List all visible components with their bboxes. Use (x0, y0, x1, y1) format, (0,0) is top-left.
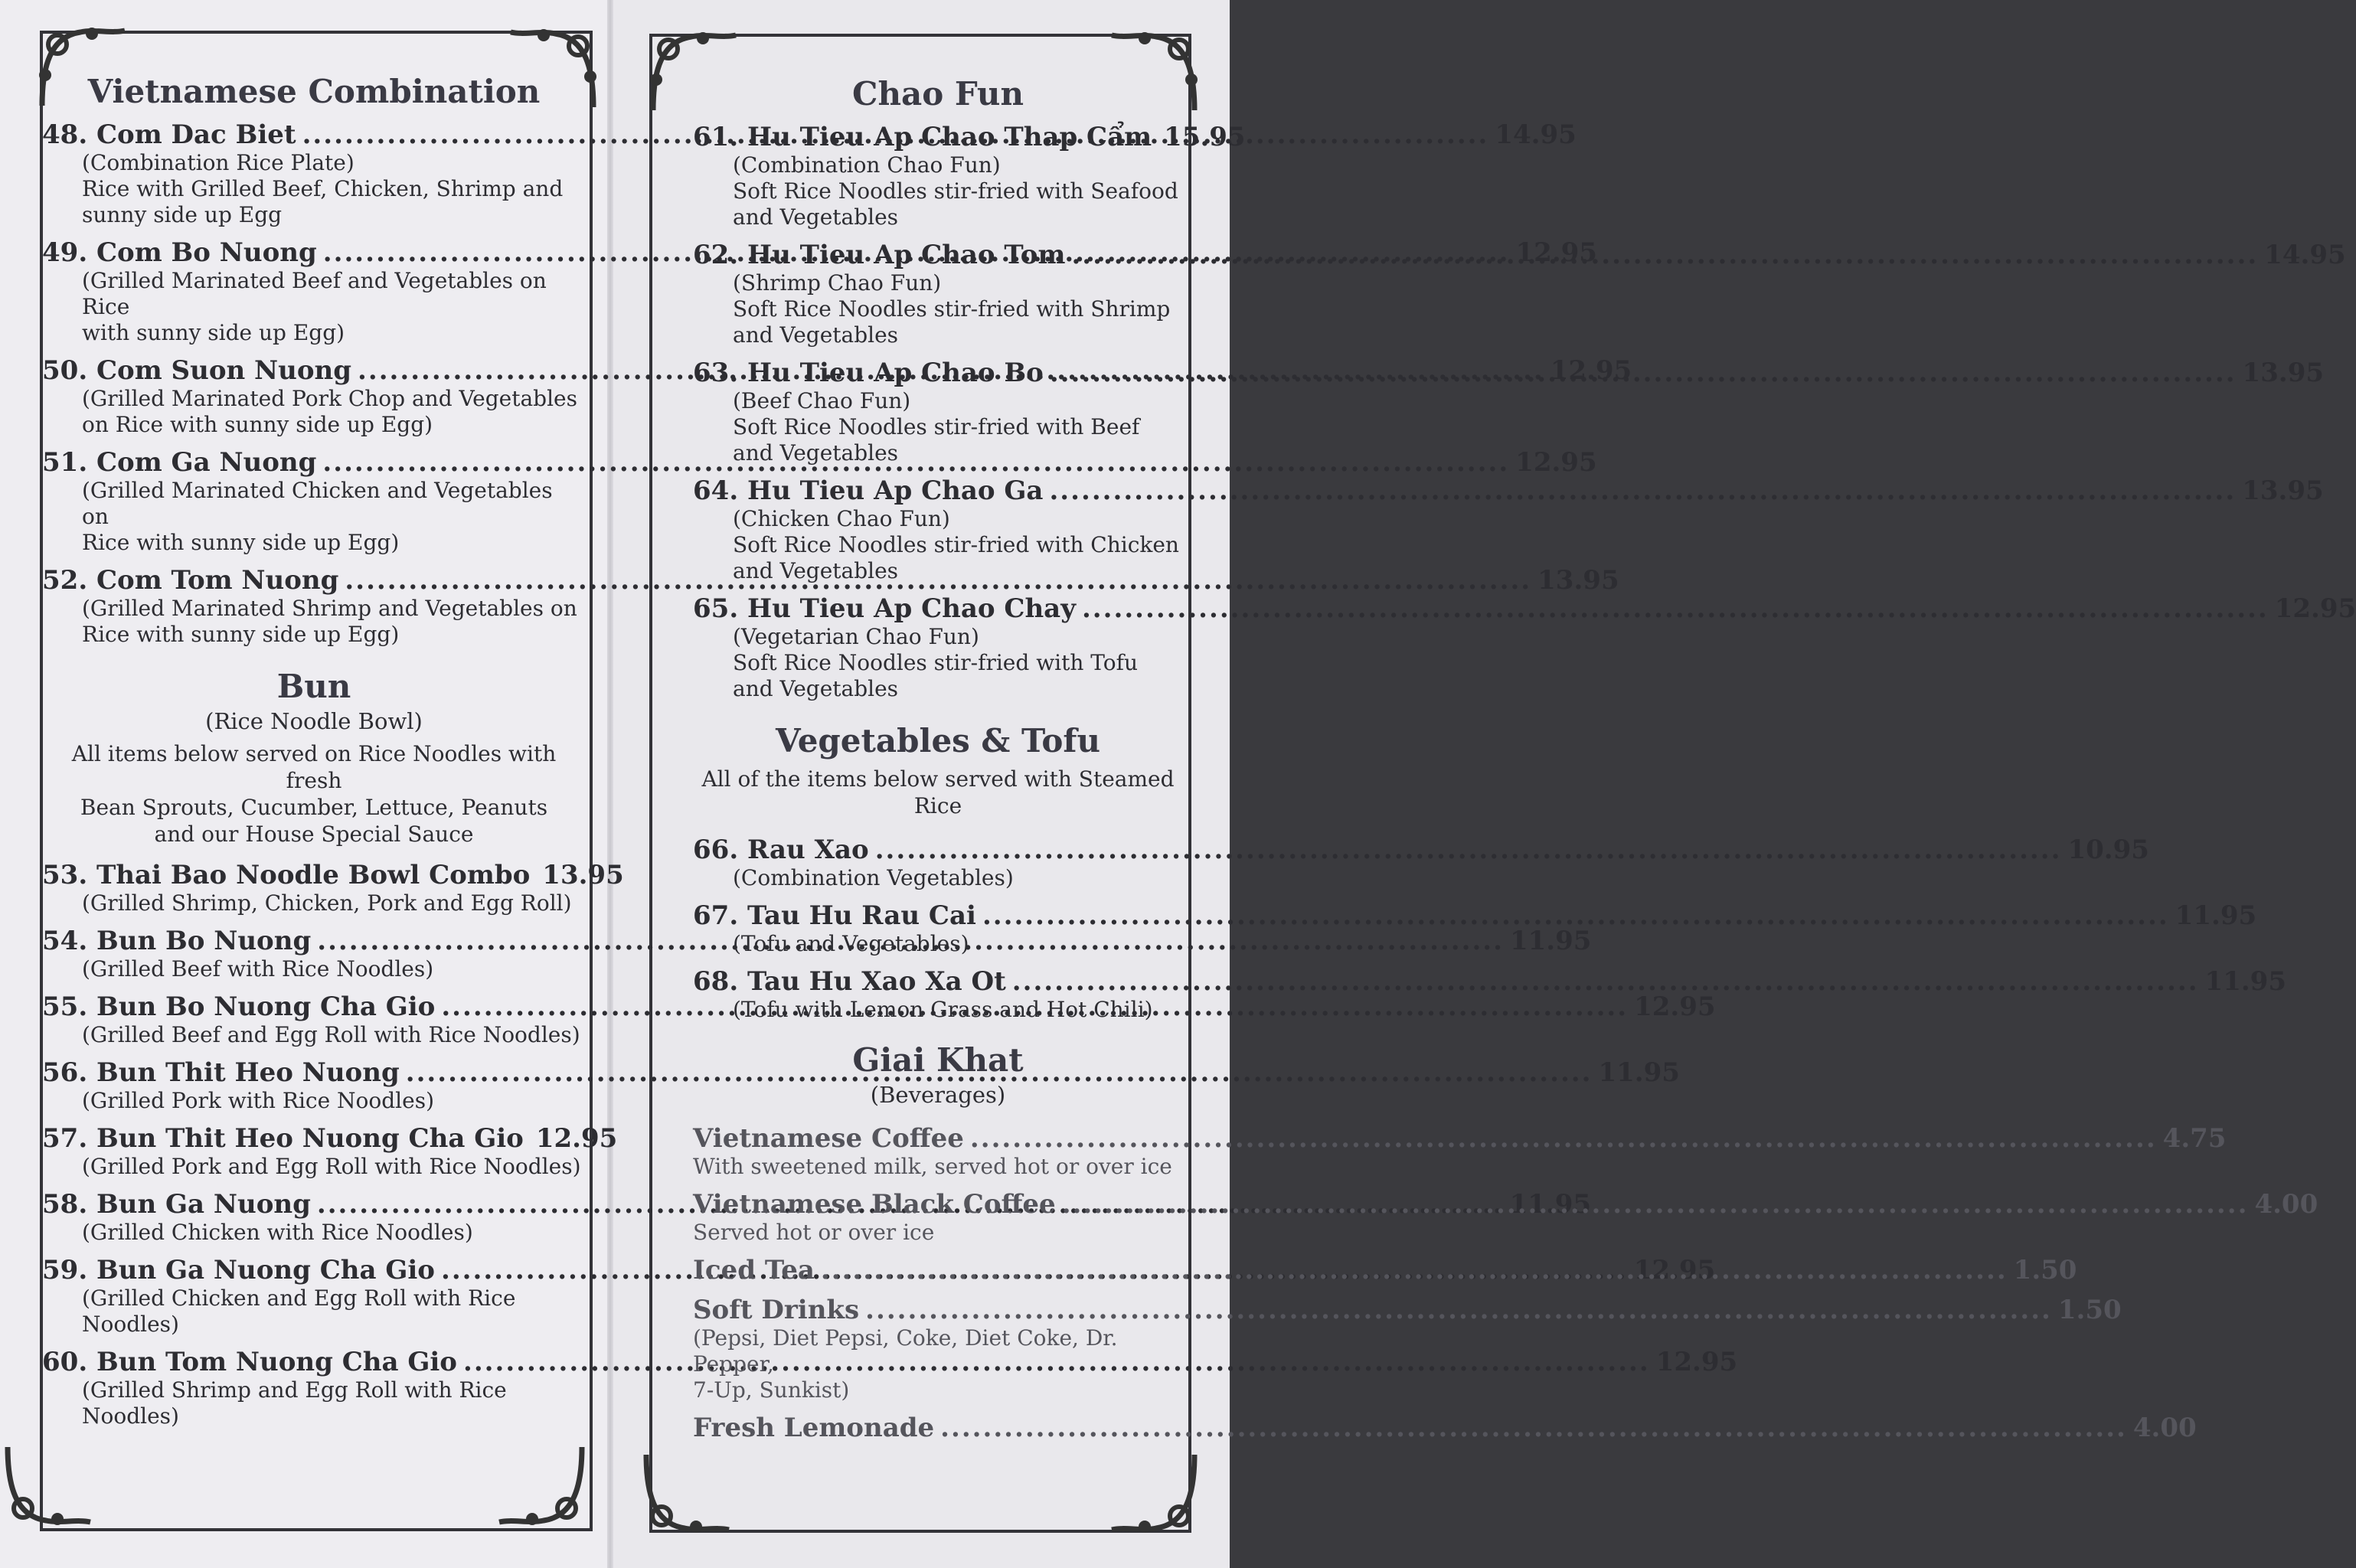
menu-item-name: Fresh Lemonade (693, 1413, 935, 1443)
description-line: Soft Rice Noodles stir-fried with Seafood (733, 178, 1178, 204)
description-line: and Vegetables (733, 322, 899, 348)
note-line: All items below served on Rice Noodles with fresh (71, 741, 557, 793)
menu-item-name: 52. Com Tom Nuong (42, 565, 339, 596)
description-line: with sunny side up Egg) (82, 320, 345, 345)
description-line: (Tofu with Lemon Grass and Hot Chili) (733, 997, 1153, 1022)
menu-item-price: 12.95 (2274, 593, 2356, 624)
description-line: (Grilled Marinated Beef and Vegetables on Rice (82, 268, 547, 319)
description-line: (Grilled Marinated Pork Chop and Vegetables (82, 386, 577, 411)
menu-item-header (693, 593, 2356, 624)
menu-item-header (693, 1295, 2122, 1325)
menu-item-header (693, 1123, 2227, 1154)
menu-item-price: 13.95 (2242, 358, 2325, 388)
menu-item-price: 14.95 (1495, 119, 1577, 150)
description-line: Noodles) (82, 1312, 179, 1337)
menu-item-price: 12.95 (1515, 237, 1597, 268)
menu-item-description (42, 1088, 586, 1114)
description-line: (Vegetarian Chao Fun) (733, 624, 979, 649)
corner-ornament-icon (1103, 1447, 1202, 1539)
menu-item-description (693, 931, 1183, 957)
menu-item-price: 4.00 (2132, 1413, 2197, 1443)
description-line: Rice with sunny side up Egg) (82, 622, 400, 647)
menu-item (693, 900, 2257, 957)
menu-item-price: 11.95 (1509, 926, 1592, 956)
description-line: (Grilled Beef and Egg Roll with Rice Noodles) (82, 1022, 580, 1047)
description-line: (Grilled Beef with Rice Noodles) (82, 956, 434, 982)
description-line: sunny side up Egg (82, 202, 283, 227)
menu-item-header (693, 1413, 2197, 1443)
description-line: Noodles) (82, 1403, 179, 1429)
note-line: and our House Special Sauce (154, 822, 474, 847)
menu-item-header (693, 475, 2324, 506)
menu-item-price: 4.00 (2254, 1189, 2318, 1220)
menu-item-name: 48. Com Dac Biet (42, 119, 296, 150)
menu-item-price: 4.75 (2162, 1123, 2227, 1154)
dot-leader (1049, 475, 2236, 506)
menu-item-name: 61. Hu Tieu Ap Chao Thap Cẩm (693, 122, 1152, 152)
description-line: (Grilled Pork with Rice Noodles) (82, 1088, 435, 1113)
menu-item-price: 13.95 (1537, 565, 1619, 596)
description-line: (Shrimp Chao Fun) (733, 270, 942, 296)
description-line: (Grilled Marinated Chicken and Vegetables on (82, 478, 553, 529)
menu-item-name: 66. Rau Xao (693, 835, 869, 865)
description-line: (Grilled Shrimp, Chicken, Pork and Egg Roll) (82, 890, 572, 916)
menu-item-price: 12.95 (1655, 1347, 1738, 1377)
menu-item-description (42, 150, 586, 228)
right-column (693, 75, 2356, 1443)
dot-leader (982, 900, 2169, 931)
description-line: Soft Rice Noodles stir-fried with Chicken (733, 532, 1179, 557)
section-title: Giai Khat (852, 1041, 1024, 1079)
menu-item-name: Vietnamese Coffee (693, 1123, 964, 1154)
menu-item-price: 14.95 (2264, 240, 2346, 270)
menu-item-name: 68. Tau Hu Xao Xa Ot (693, 966, 1006, 997)
dot-leader (1050, 358, 2237, 388)
menu-item-price: 11.95 (2175, 900, 2257, 931)
description-line: Soft Rice Noodles stir-fried with Shrimp (733, 296, 1171, 322)
description-line: Soft Rice Noodles stir-fried with Beef (733, 414, 1140, 439)
corner-ornament-icon (490, 1439, 590, 1531)
menu-item-description (42, 956, 586, 982)
menu-item-price: 12.95 (1633, 1255, 1716, 1285)
description-line: With sweetened milk, served hot or over ice (693, 1154, 1172, 1179)
corner-ornament-icon (639, 1447, 738, 1539)
menu-item-description (693, 506, 1183, 584)
menu-item-price: 15.95 (1164, 122, 1246, 152)
description-line: (Pepsi, Diet Pepsi, Coke, Diet Coke, Dr. Pepper, (693, 1325, 1118, 1377)
menu-item-name: Vietnamese Black Coffee (693, 1189, 1056, 1220)
menu-item (42, 1123, 618, 1180)
menu-item-name: 54. Bun Bo Nuong (42, 926, 312, 956)
menu-item (693, 1413, 2197, 1443)
menu-item-name: 51. Com Ga Nuong (42, 447, 317, 478)
menu-item-description (42, 1285, 586, 1338)
page-fold (607, 0, 613, 1568)
menu-item-description (42, 890, 586, 916)
dot-leader (865, 1295, 2052, 1325)
menu-item-name: 55. Bun Bo Nuong Cha Gio (42, 991, 436, 1022)
menu-item-header (42, 860, 624, 890)
section-title: Bun (276, 668, 351, 705)
menu-item-header (693, 835, 2149, 865)
menu-item-price: 11.95 (1509, 1189, 1592, 1220)
section-subtitle: (Rice Noodle Bowl) (205, 708, 423, 734)
menu-item (693, 1123, 2227, 1180)
menu-item-price: 12.95 (535, 1123, 618, 1154)
description-line: 7-Up, Sunkist) (693, 1377, 850, 1403)
description-line: and Vegetables (733, 440, 899, 466)
dot-leader (1062, 1189, 2249, 1220)
menu-item-header (693, 900, 2257, 931)
section-title: Vegetables & Tofu (775, 722, 1101, 760)
menu-item-description (693, 1154, 1183, 1180)
dot-leader (1071, 240, 2258, 270)
menu-item-name: 57. Bun Thit Heo Nuong Cha Gio (42, 1123, 524, 1154)
menu-item-header (693, 122, 1246, 152)
menu-item-price: 11.95 (2204, 966, 2286, 997)
chao-fun-item-list (693, 122, 2356, 702)
menu-item-header (693, 966, 2286, 997)
description-line: and Vegetables (733, 676, 899, 701)
menu-item-description (42, 268, 586, 346)
menu-item-description (42, 386, 586, 438)
description-line: (Beef Chao Fun) (733, 388, 911, 413)
chao-fun-section (693, 75, 2356, 702)
menu-item-name: 56. Bun Thit Heo Nuong (42, 1057, 400, 1088)
dot-leader (821, 1255, 2008, 1285)
menu-item-name: 49. Com Bo Nuong (42, 237, 317, 268)
menu-item-description (693, 865, 1183, 891)
description-line: Rice with Grilled Beef, Chicken, Shrimp and (82, 176, 564, 201)
menu-item (693, 475, 2324, 584)
description-line: (Grilled Chicken with Rice Noodles) (82, 1220, 473, 1245)
menu-item-description (693, 1220, 1183, 1246)
menu-item-price: 12.95 (1515, 447, 1597, 478)
menu-item-name: 59. Bun Ga Nuong Cha Gio (42, 1255, 435, 1285)
menu-item-description (42, 1377, 586, 1429)
menu-item-name: Soft Drinks (693, 1295, 860, 1325)
description-line: (Chicken Chao Fun) (733, 506, 950, 531)
menu-item-name: 58. Bun Ga Nuong (42, 1189, 311, 1220)
description-line: (Grilled Marinated Shrimp and Vegetables on (82, 596, 577, 621)
dot-leader (940, 1413, 2127, 1443)
menu-item-price: 1.50 (2013, 1255, 2077, 1285)
section-subtitle: (Beverages) (870, 1082, 1006, 1108)
menu-item-name: 64. Hu Tieu Ap Chao Ga (693, 475, 1044, 506)
menu-item-price: 13.95 (542, 860, 624, 890)
section-note: All of the items below served with Steamed Rice (701, 766, 1175, 818)
menu-item-description (42, 1154, 586, 1180)
dot-leader (875, 835, 2062, 865)
menu-item-price: 12.95 (1550, 355, 1632, 386)
description-line: and Vegetables (733, 204, 899, 230)
menu-item-name: 63. Hu Tieu Ap Chao Bo (693, 358, 1044, 388)
section-title: Vietnamese Combination (87, 73, 541, 110)
menu-item-description (693, 997, 1183, 1023)
menu-item-description (42, 1022, 586, 1048)
menu-item-name: 62. Hu Tieu Ap Chao Tom (693, 240, 1066, 270)
menu-item-price: 13.95 (2242, 475, 2324, 506)
menu-item-description (693, 624, 1183, 702)
description-line: Soft Rice Noodles stir-fried with Tofu (733, 650, 1139, 675)
description-line: Rice with sunny side up Egg) (82, 530, 400, 555)
section-note (42, 740, 586, 848)
section-title: Chao Fun (852, 75, 1024, 113)
menu-item-name: 67. Tau Hu Rau Cai (693, 900, 976, 931)
description-line: and Vegetables (733, 558, 899, 583)
dot-leader (970, 1123, 2157, 1154)
menu-item (693, 835, 2149, 891)
note-line: Bean Sprouts, Cucumber, Lettuce, Peanuts (80, 795, 548, 820)
menu-item-price: 10.95 (2067, 835, 2149, 865)
corner-ornament-icon (0, 1439, 100, 1531)
menu-item (693, 593, 2356, 702)
menu-item-description (693, 1325, 1183, 1403)
menu-item-name: 53. Thai Bao Noodle Bowl Combo (42, 860, 531, 890)
description-line: (Grilled Pork and Egg Roll with Rice Noodles) (82, 1154, 581, 1179)
menu-item-name: Iced Tea (693, 1255, 815, 1285)
description-line: Served hot or over ice (693, 1220, 935, 1245)
menu-item-price: 12.95 (1634, 991, 1716, 1022)
description-line: (Tofu and Vegetables) (733, 931, 969, 956)
menu-item-name: 50. Com Suon Nuong (42, 355, 352, 386)
description-line: (Grilled Chicken and Egg Roll with Rice (82, 1285, 516, 1311)
menu-item-description (42, 478, 586, 556)
dot-leader (1082, 593, 2269, 624)
description-line: (Combination Vegetables) (733, 865, 1014, 890)
menu-item-description (42, 1220, 586, 1246)
description-line: (Combination Rice Plate) (82, 150, 355, 175)
menu-item-header (42, 1123, 618, 1154)
menu-item-description (693, 152, 1183, 230)
menu-item-price: 11.95 (1598, 1057, 1680, 1088)
menu-item-description (42, 596, 586, 648)
menu-item-name: 65. Hu Tieu Ap Chao Chay (693, 593, 1076, 624)
menu-item-name: 60. Bun Tom Nuong Cha Gio (42, 1347, 457, 1377)
menu-item (42, 860, 624, 916)
menu-item (693, 122, 1246, 230)
description-line: (Combination Chao Fun) (733, 152, 1001, 178)
description-line: (Grilled Shrimp and Egg Roll with Rice (82, 1377, 507, 1403)
description-line: on Rice with sunny side up Egg) (82, 412, 433, 437)
menu-item-description (693, 388, 1183, 466)
dot-leader (1012, 966, 2199, 997)
menu-item-price: 1.50 (2057, 1295, 2122, 1325)
menu-item-description (693, 270, 1183, 348)
